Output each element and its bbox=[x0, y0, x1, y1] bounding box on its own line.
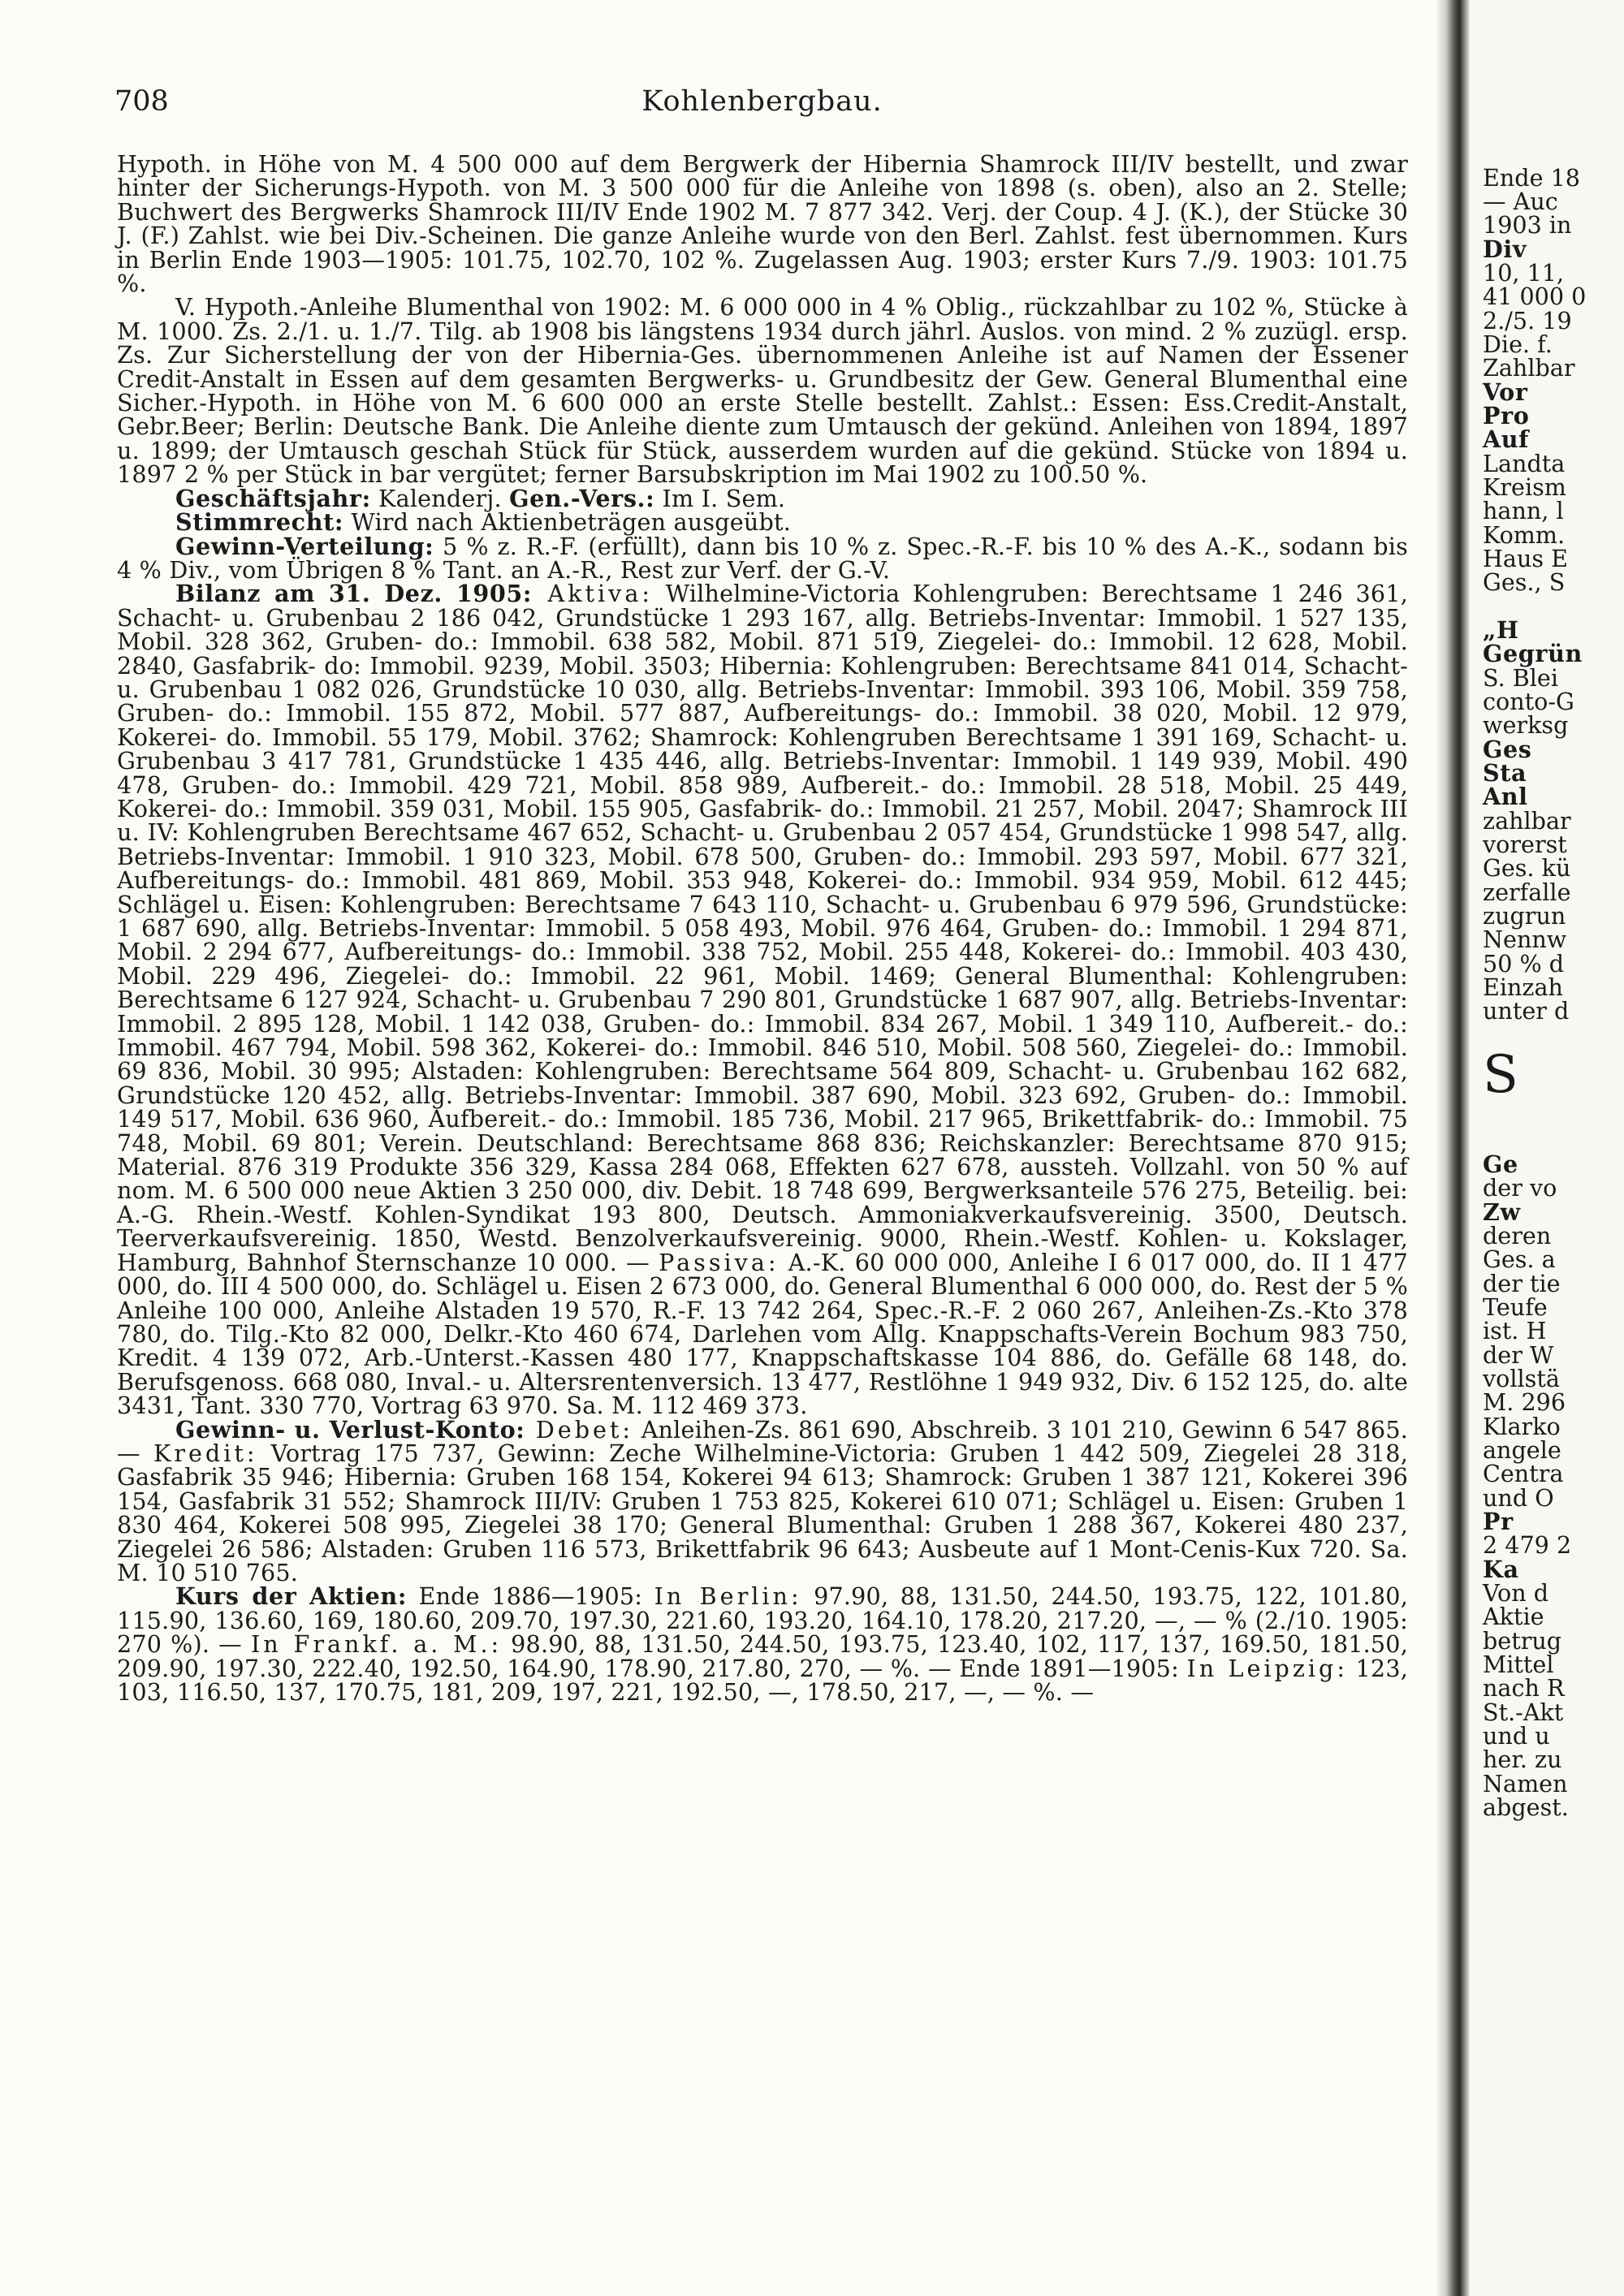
kurs-leipzig-label: In Leipzig: bbox=[1186, 1654, 1348, 1682]
adjacent-page-line: Anl bbox=[1483, 783, 1528, 810]
paragraph-anleihe-iv-continued: Hypoth. in Höhe von M. 4 500 000 auf dem Bergwerk der Hibernia Shamrock III/IV bestellt, und zwar hinter der Sicherungs-Hypoth. von M. 3 500 000 für die Anleihe von 1898 (s. oben), also an 2. Stelle; Buchwert des Bergwerks Shamrock III/IV Ende 1902 M. 7 877 342. Verj. der Coup. 4 J. (K.), der Stücke 30 J. (F.) Zahlst. wie bei Div.-Scheinen. Die ganze Anleihe wurde von den Berl. Zahlst. fest übernommen. Kurs in Berlin Ende 1903—1905: 101.75, 102.70, 102 %. Zugelassen Aug. 1903; erster Kurs 7./9. 1903: 101.75 %. bbox=[117, 150, 1408, 298]
adjacent-page-line: 2./5. 19 bbox=[1483, 307, 1572, 334]
paragraph-anleihe-v: V. Hypoth.-Anleihe Blumenthal von 1902: M. 6 000 000 in 4 % Oblig., rückzahlbar zu 102 %, Stücke à M. 1000. Zs. 2./1. u. 1./7. Tilg. ab 1908 bis längstens 1934 durch jährl. Auslos. von mind. 2 % zuzügl. ersp. Zs. Zur Sicherstellung der von der Hibernia-Ges. übernommenen Anleihe ist auf Namen der Essener Credit-Anstalt in Essen auf dem gesamten Bergwerks- u. Grundbesitz der Gew. General Blumenthal eine Sicher.-Hypoth. in Höhe von M. 6 600 000 an erste Stelle bestellt. Zahlst.: Essen: Ess.Credit-Anstalt, Gebr.Beer; Berlin: Deutsche Bank. Die Anleihe diente zum Umtausch der gekünd. Anleihen von 1894, 1897 u. 1899; der Umtausch geschah Stück für Stück, ausserdem wurden auf die gekünd. Stücke von 1894 u. 1897 2 % per Stück in bar vergütet; ferner Barsubskription im Mai 1902 zu 100.50 %. bbox=[117, 293, 1408, 489]
gewinn-verteilung-label: Gewinn-Verteilung: bbox=[175, 532, 434, 560]
gen-vers-label: Gen.-Vers.: bbox=[509, 484, 655, 512]
adjacent-page-line: Aktie bbox=[1483, 1603, 1544, 1630]
adjacent-page-line: der tie bbox=[1483, 1270, 1561, 1297]
kurs-frankfurt-values: 98.90, 88, 131.50, 244.50, 193.75, 123.40, 102, 117, 137, 169.50, 181.50, 209.90, 197.30, 222.40, 192.50, 164.90, 178.90, 217.80, 270, — %. — Ende 1891—1905: bbox=[117, 1630, 1408, 1682]
adjacent-page-line: Pro bbox=[1483, 402, 1530, 429]
adjacent-page-fragment bbox=[1471, 0, 1624, 2296]
adjacent-page-line: 50 % d bbox=[1483, 950, 1565, 978]
adjacent-page-line: 2 479 2 bbox=[1483, 1531, 1572, 1559]
kurs-intro: Ende 1886—1905: bbox=[406, 1582, 654, 1611]
adjacent-page-line: angele bbox=[1483, 1436, 1561, 1464]
kurs-frankfurt-label: In Frankf. a. M.: bbox=[250, 1630, 503, 1659]
adjacent-page-line: der vo bbox=[1483, 1174, 1557, 1202]
adjacent-page-line: her. zu bbox=[1483, 1746, 1562, 1773]
adjacent-page-line: betrug bbox=[1483, 1627, 1562, 1655]
kurs-leipzig-values: 123, 103, 116.50, 137, 170.75, 181, 209, 197, 221, 192.50, —, 178.50, 217, —, — %. — bbox=[117, 1654, 1408, 1706]
adjacent-page-line: Sta bbox=[1483, 759, 1527, 787]
kurs-berlin-label: In Berlin: bbox=[654, 1582, 802, 1611]
adjacent-page-line: Ges. a bbox=[1483, 1245, 1556, 1273]
adjacent-page-line: Div bbox=[1483, 235, 1527, 263]
adjacent-page-line: Klarko bbox=[1483, 1413, 1561, 1440]
geschaeftsjahr-label: Geschäftsjahr: bbox=[175, 484, 371, 512]
kredit-label: Kredit: bbox=[153, 1439, 258, 1467]
adjacent-page-line: Pr bbox=[1483, 1508, 1514, 1535]
bilanz-aktiva-text: Wilhelmine-Victoria Kohlengruben: Berechtsame 1 246 361, Schacht- u. Grubenbau 2 186 042, Grundstücke 1 293 167, allg. Betriebs-Inventar: Immobil. 1 527 135, Mobil. 328 362, Gruben- do.: Immobil. 638 582, Mobil. 871 519, Ziegelei- do.: Immobil. 12 628, Mobil. 2840, Gasfabrik- do: Immobil. 9239, Mobil. 3503; Hibernia: Kohlengruben: Berechtsame 841 014, Schacht- u. Grubenbau 1 082 026, Grundstücke 10 030, allg. Betriebs-Inventar: Immobil. 393 106, Mobil. 359 758, Gruben- do.: Immobil. 155 872, Mobil. 577 887, Aufbereitungs- do.: Immobil. 38 020, Mobil. 12 979, Kokerei- do. Immobil. 55 179, Mobil. 3762; Shamrock: Kohlengruben Berechtsame 1 391 169, Schacht- u. Grubenbau 3 417 781, Grundstücke 1 435 446, allg. Betriebs-Inventar: Immobil. 1 149 939, Mobil. 490 478, Gruben- do.: Immobil. 429 721, Mobil. 858 989, Aufbereit.- do.: Immobil. 28 518, Mobil. 25 449, Kokerei- do.: Immobil. 359 031, Mobil. 155 905, Gasfabrik- do.: Immobil. 21 257, Mobil. 2047; Shamrock III u. IV: Kohlengruben Berechtsame 467 652, Schacht- u. Grubenbau 2 057 454, Grundstücke 1 998 547, allg. Betriebs-Inventar: Immobil. 1 910 323, Mobil. 678 500, Gruben- do.: Immobil. 293 597, Mobil. 677 321, Aufbereitungs- do.: Immobil. 481 869, Mobil. 353 948, Kokerei- do.: Immobil. 934 959, Mobil. 612 445; Schlägel u. Eisen: Kohlengruben: Berechtsame 7 643 110, Schacht- u. Grubenbau 6 979 596, Grundstücke: 1 687 690, allg. Betriebs-Inventar: Immobil. 5 058 493, Mobil. 976 464, Gruben- do.: Immobil. 1 294 871, Mobil. 2 294 677, Aufbereitungs- do.: Immobil. 338 752, Mobil. 255 448, Kokerei- do.: Immobil. 403 430, Mobil. 229 496, Ziegelei- do.: Immobil. 22 961, Mobil. 1469; General Blumenthal: Kohlengruben: Berechtsame 6 127 924, Schacht- u. Grubenbau 7 290 801, Grundstücke 1 687 907, allg. Betriebs-Inventar: Immobil. 2 895 128, Mobil. 1 142 038, Gruben- do.: Immobil. 834 267, Mobil. 1 349 110, Aufbereit.- do.: Immobil. 467 794, Mobil. 598 362, Kokerei- do.: Immobil. 846 510, Mobil. 508 560, Ziegelei- do.: Immobil. 69 836, Mobil. 30 995; Alstaden: Kohlengruben: Berechtsame 564 809, Schacht- u. Grubenbau 162 682, Grundstücke 120 452, allg. Betriebs-Inventar: Immobil. 387 690, Mobil. 323 692, Gruben- do.: Immobil. 149 517, Mobil. 636 960, Aufbereit.- do.: Immobil. 185 736, Mobil. 217 965, Brikettfabrik- do.: Immobil. 75 748, Mobil. 69 801; Verein. Deutschland: Berechtsame 868 836; Reichskanzler: Berechtsame 870 915; Material. 876 319 Produkte 356 329, Kassa 284 068, Effekten 627 678, aussteh. Vollzahl. von 50 % auf nom. M. 6 500 000 neue Aktien 3 250 000, div. Debit. 18 748 699, Bergwerksanteile 576 275, Beteilig. bei: A.-G. Rhein.-Westf. Kohlen-Syndikat 193 800, Deutsch. Ammoniakverkaufsvereinig. 3500, Deutsch. Teerverkaufsvereinig. 1850, Westd. Benzolverkaufsvereinig. 9000, Rhein.-Westf. Kohlen- u. Kokslager, Hamburg, Bahnhof Sternschanze 10 000. — bbox=[117, 580, 1408, 1276]
kredit-text: Vortrag 175 737, Gewinn: Zeche Wilhelmine-Victoria: Gruben 1 442 509, Ziegelei 28 318, Gasfabrik 35 946; Hibernia: Gruben 168 154, Kokerei 94 613; Shamrock: Gruben 1 387 121, Kokerei 396 154, Gasfabrik 31 552; Shamrock III/IV: Gruben 1 753 825, Kokerei 610 071; Schlägel u. Eisen: Gruben 1 830 464, Kokerei 508 995, Ziegelei 38 170; General Blumenthal: Gruben 1 288 367, Kokerei 480 237, Ziegelei 26 586; Alstaden: Gruben 116 573, Brikettfabrik 96 643; Ausbeute auf 1 Mont-Cenis-Kux 720. Sa. M. 10 510 765. bbox=[117, 1439, 1408, 1586]
passiva-label: Passiva: bbox=[659, 1248, 780, 1276]
adjacent-page-line: werksg bbox=[1483, 711, 1569, 739]
adjacent-page-line: und u bbox=[1483, 1722, 1550, 1750]
adjacent-page-line: Landta bbox=[1483, 450, 1566, 477]
adjacent-page-line: conto-G bbox=[1483, 688, 1574, 715]
paragraph-stimmrecht bbox=[117, 508, 1408, 537]
adjacent-page-line: Kreism bbox=[1483, 473, 1566, 501]
adjacent-page-line: Mittel bbox=[1483, 1651, 1554, 1678]
main-text-column bbox=[117, 150, 1408, 1706]
adjacent-page-line: Komm. bbox=[1483, 521, 1566, 549]
debet-text: Anleihen-Zs. 861 690, Abschreib. 3 101 210, Gewinn 6 547 865. — bbox=[117, 1415, 1408, 1467]
adjacent-page-line: M. 296 bbox=[1483, 1388, 1566, 1416]
adjacent-page-line: vollstä bbox=[1483, 1365, 1560, 1392]
geschaeftsjahr-value: Kalenderj. bbox=[370, 484, 510, 512]
kurs-label: Kurs der Aktien: bbox=[175, 1582, 407, 1611]
adjacent-page-line: zahlbar bbox=[1483, 807, 1571, 835]
adjacent-page-line: zugrun bbox=[1483, 902, 1566, 930]
running-title: Kohlenbergbau. bbox=[641, 85, 883, 118]
adjacent-page-line: — Auc bbox=[1483, 188, 1558, 215]
adjacent-page-line: Ges. kü bbox=[1483, 854, 1571, 882]
adjacent-page-line: Zahlbar bbox=[1483, 354, 1575, 382]
paragraph-bilanz bbox=[117, 582, 1408, 1418]
adjacent-page-line: abgest. bbox=[1483, 1793, 1569, 1821]
adjacent-page-line: ist. H bbox=[1483, 1317, 1547, 1344]
aktiva-label: Aktiva: bbox=[532, 580, 654, 608]
book-gutter-shadow bbox=[1436, 0, 1470, 2296]
adjacent-page-line: Ka bbox=[1483, 1556, 1519, 1583]
adjacent-page-line: Vor bbox=[1483, 378, 1528, 406]
adjacent-page-line: vorerst bbox=[1483, 831, 1567, 858]
adjacent-page-line: Ende 18 bbox=[1483, 164, 1580, 192]
gen-vers-value: Im I. Sem. bbox=[654, 484, 786, 512]
adjacent-page-line: Ge bbox=[1483, 1150, 1518, 1178]
adjacent-page-line: S. Blei bbox=[1483, 664, 1558, 692]
adjacent-page-line: Ges., S bbox=[1483, 568, 1566, 596]
paragraph-kurs-der-aktien bbox=[117, 1582, 1408, 1706]
bilanz-passiva-text: A.-K. 60 000 000, Anleihe I 6 017 000, do. II 1 477 000, do. III 4 500 000, do. Schlägel u. Eisen 2 673 000, do. General Blumenthal 6 000 000, do. Rest der 5 % Anleihe 100 000, Anleihe Alstaden 19 570, R.-F. 13 742 264, Spec.-R.-F. 2 060 267, Anleihen-Zs.-Kto 378 780, do. Tilg.-Kto 82 000, Delkr.-Kto 460 674, Darlehen vom Allg. Knappschafts-Verein Bochum 983 750, Kredit. 4 139 072, Arb.-Unterst.-Kassen 480 177, Knappschaftskasse 104 886, do. Gefälle 68 148, do. Berufsgenoss. 668 080, Inval.- u. Altersrentenversich. 13 477, Restlöhne 1 949 932, Div. 6 152 125, do. alte 3431, Tant. 330 770, Vortrag 63 970. Sa. M. 112 469 373. bbox=[117, 1248, 1408, 1420]
kurs-berlin-values: 97.90, 88, 131.50, 244.50, 193.75, 122, 101.80, 115.90, 136.60, 169, 180.60, 209.70, 197.30, 221.60, 193.20, 164.10, 178.20, 217.20, —, — % (2./10. 1905: 270 %). — bbox=[117, 1582, 1408, 1659]
adjacent-page-line: Ges bbox=[1483, 736, 1532, 763]
paragraph-geschaeftsjahr bbox=[117, 484, 1408, 512]
adjacent-page-line: 41 000 0 bbox=[1483, 283, 1587, 310]
stimmrecht-value: Wird nach Aktienbeträgen ausgeübt. bbox=[343, 508, 791, 537]
adjacent-page-line: Namen bbox=[1483, 1770, 1568, 1798]
adjacent-page-line: hann, l bbox=[1483, 497, 1564, 524]
adjacent-page-line: zerfalle bbox=[1483, 878, 1571, 906]
adjacent-page-line: Teufe bbox=[1483, 1293, 1548, 1321]
adjacent-page-line: 1903 in bbox=[1483, 211, 1572, 239]
adjacent-page-line: Nennw bbox=[1483, 926, 1567, 953]
adjacent-page-line: nach R bbox=[1483, 1674, 1565, 1702]
adjacent-page-line: Gegrün bbox=[1483, 640, 1583, 667]
adjacent-page-line: 10, 11, bbox=[1483, 259, 1565, 287]
adjacent-page-line: Einzah bbox=[1483, 973, 1563, 1001]
adjacent-page-line: Von d bbox=[1483, 1579, 1549, 1607]
adjacent-page-line: St.-Akt bbox=[1483, 1698, 1564, 1726]
adjacent-page-line: unter d bbox=[1483, 997, 1570, 1025]
adjacent-page-line: Zw bbox=[1483, 1198, 1521, 1226]
adjacent-page-line: der W bbox=[1483, 1341, 1554, 1369]
adjacent-page-line: Haus E bbox=[1483, 545, 1569, 572]
gewinn-verteilung-value: 5 % z. R.-F. (erfüllt), dann bis 10 % z. Spec.-R.-F. bis 10 % des A.-K., sodann bis 4 % Div., vom Übrigen 8 % Tant. an A.-R., Rest zur Verf. der G.-V. bbox=[117, 532, 1408, 584]
page-number: 708 bbox=[114, 85, 169, 118]
gewinn-verlust-label: Gewinn- u. Verlust-Konto: bbox=[175, 1415, 525, 1444]
adjacent-page-line: Centra bbox=[1483, 1460, 1564, 1487]
adjacent-page-line: S bbox=[1483, 1045, 1518, 1105]
page-header bbox=[114, 85, 1410, 121]
paragraph-gewinn-verteilung bbox=[117, 532, 1408, 584]
adjacent-page-line: „H bbox=[1483, 616, 1519, 644]
debet-label: Debet: bbox=[525, 1415, 634, 1444]
bilanz-label: Bilanz am 31. Dez. 1905: bbox=[175, 580, 533, 608]
stimmrecht-label: Stimmrecht: bbox=[175, 508, 344, 537]
adjacent-page-line: und O bbox=[1483, 1484, 1554, 1512]
adjacent-page-line: Auf bbox=[1483, 425, 1530, 453]
paragraph-gewinn-verlust bbox=[117, 1415, 1408, 1586]
adjacent-page-line: Die. f. bbox=[1483, 330, 1553, 358]
adjacent-page-line: deren bbox=[1483, 1222, 1552, 1249]
